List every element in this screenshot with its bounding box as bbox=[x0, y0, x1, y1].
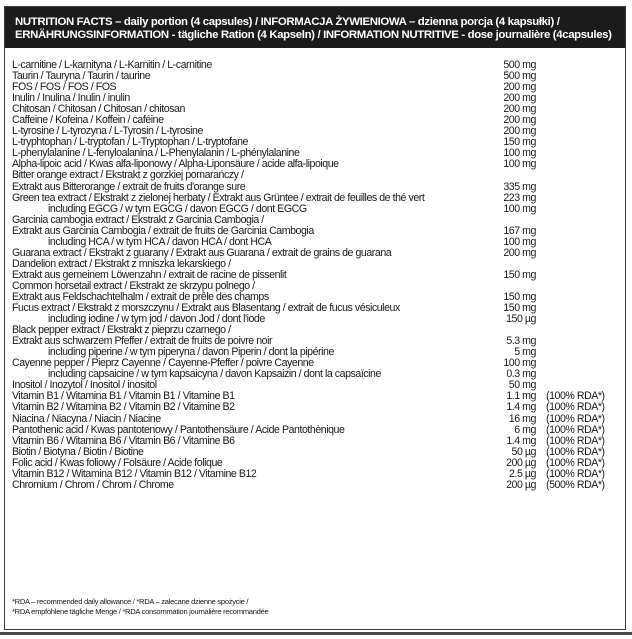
nutrient-rda: (100% RDA*) bbox=[546, 456, 605, 469]
nutrient-label: Niacina / Niacyna / Niacin / Niacine bbox=[12, 412, 161, 425]
nutrient-label: Black pepper extract / Ekstrakt z pieprzu czarnego / bbox=[12, 324, 231, 337]
rda-footnote bbox=[12, 597, 268, 617]
nutrient-amount: 2.5 µg bbox=[509, 467, 536, 480]
nutrient-amount: 150 µg bbox=[506, 313, 536, 326]
nutrient-amount: 167 mg bbox=[503, 224, 536, 237]
nutrient-amount: 100 mg bbox=[503, 147, 536, 160]
nutrient-amount: 5 mg bbox=[514, 346, 536, 359]
nutrient-row bbox=[12, 182, 612, 193]
nutrient-label: Biotin / Biotyna / Biotin / Biotine bbox=[12, 445, 144, 458]
nutrient-row bbox=[12, 480, 612, 491]
nutrient-label: Green tea extract / Ekstrakt z zielonej herbaty / Extrakt aus Grüntee / extrait de feuilles de thé vert bbox=[12, 191, 425, 204]
nutrient-rda: (100% RDA*) bbox=[546, 467, 605, 480]
nutrient-amount: 5.3 mg bbox=[506, 335, 536, 348]
nutrient-row bbox=[12, 204, 612, 215]
nutrient-rda: (100% RDA*) bbox=[546, 434, 605, 447]
nutrient-label: Extrakt aus schwarzem Pfeffer / extrait de fruits de poivre noir bbox=[12, 335, 273, 348]
nutrient-amount: 200 µg bbox=[506, 456, 536, 469]
nutrient-label: including iodine / w tym jod / davon Jod / dont l'iode bbox=[48, 313, 265, 326]
nutrient-amount: 100 mg bbox=[503, 158, 536, 171]
nutrient-amount: 200 µg bbox=[506, 478, 536, 491]
nutrient-label: Extrakt aus Feldschachtelhalm / extrait de prêle des champs bbox=[12, 290, 269, 303]
nutrient-amount: 150 mg bbox=[503, 136, 536, 149]
nutrient-label: L-carnitine / L-karnityna / L-Karnitin / L-carnitine bbox=[12, 59, 212, 71]
footnote-line-2: *RDA empfohlene tägliche Menge / *RDA consommation journalière recommandée bbox=[12, 607, 269, 616]
nutrient-amount: 500 mg bbox=[503, 70, 536, 83]
nutrient-amount: 1.1 mg bbox=[506, 390, 536, 403]
nutrient-label: Cayenne pepper / Pieprz Cayenne / Cayenne-Pfeffer / poivre Cayenne bbox=[12, 357, 314, 370]
nutrient-label: Vitamin B12 / Witamina B12 / Vitamin B12 / Vitamine B12 bbox=[12, 467, 257, 480]
nutrient-amount: 200 mg bbox=[503, 125, 536, 138]
nutrient-rda: (100% RDA*) bbox=[546, 412, 605, 425]
nutrient-amount: 150 mg bbox=[503, 268, 536, 281]
nutrient-amount: 223 mg bbox=[503, 191, 536, 204]
nutrient-label: L-tyrosine / L-tyrozyna / L-Tyrosin / L-tyrosine bbox=[12, 125, 203, 138]
nutrient-row bbox=[12, 402, 612, 413]
nutrient-amount: 150 mg bbox=[503, 302, 536, 315]
header-line-2: ERNÄHRUNGSINFORMATION - tägliche Ration (4 Kapseln) / INFORMATION NUTRITIVE - dose journalière (4capsules) bbox=[15, 29, 612, 41]
footnote-line-1: *RDA – recommended daily allowance / *RDA – zalecane dzienne spożycie / bbox=[12, 597, 249, 606]
nutrient-rda: (100% RDA*) bbox=[546, 445, 605, 458]
nutrient-amount: 500 mg bbox=[503, 59, 536, 71]
nutrient-label: Bitter orange extract / Ekstrakt z gorzkiej pomarańczy / bbox=[12, 169, 244, 182]
nutrient-label: including HCA / w tym HCA / davon HCA / dont HCA bbox=[48, 235, 272, 248]
nutrient-rda: (100% RDA*) bbox=[546, 390, 605, 403]
nutrient-label: Fucus extract / Ekstrakt z morszczynu / Extrakt aus Blasentang / extrait de fucus vésiculeux bbox=[12, 302, 400, 315]
nutrient-label: including capsaicine / w tym kapsaicyna / davon Kapsaizin / dont la capsaïcine bbox=[48, 368, 381, 381]
nutrient-label: Taurin / Tauryna / Taurin / taurine bbox=[12, 70, 151, 83]
nutrient-rda: (500% RDA*) bbox=[546, 478, 605, 491]
nutrient-amount: 100 mg bbox=[503, 357, 536, 370]
nutrient-table bbox=[12, 60, 612, 491]
nutrient-amount: 1.4 mg bbox=[506, 434, 536, 447]
nutrient-amount: 0.3 mg bbox=[506, 368, 536, 381]
nutrient-label: L-tryphtophan / L-tryptofan / L-Tryptophan / L-tryptofane bbox=[12, 136, 249, 149]
nutrient-label: Vitamin B2 / Witamina B2 / Vitamin B2 / Vitamine B2 bbox=[12, 401, 235, 414]
header-line-1: NUTRITION FACTS – daily portion (4 capsules) / INFORMACJA ŻYWIENIOWA – dzienna porcja (4 kapsułki) / bbox=[15, 16, 560, 28]
nutrient-amount: 6 mg bbox=[514, 423, 536, 436]
nutrient-label: Guarana extract / Ekstrakt z guarany / Extrakt aus Guarana / extrait de grains de guarana bbox=[12, 246, 392, 259]
nutrient-label: Caffeine / Kofeina / Koffein / caféine bbox=[12, 114, 164, 127]
nutrient-rda: (100% RDA*) bbox=[546, 423, 605, 436]
nutrient-row bbox=[12, 436, 612, 447]
nutrient-label: including piperine / w tym piperyna / davon Piperin / dont la pipérine bbox=[48, 346, 334, 359]
nutrient-label: Common horsetail extract / Ekstrakt ze skrzypu polnego / bbox=[12, 279, 255, 292]
nutrition-header bbox=[5, 7, 625, 48]
nutrient-label: Vitamin B6 / Witamina B6 / Vitamin B6 / Vitamine B6 bbox=[12, 434, 235, 447]
nutrient-label: Inulin / Inulina / Inulin / inulin bbox=[12, 92, 130, 105]
nutrient-label: Vitamin B1 / Witamina B1 / Vitamin B1 / Vitamine B1 bbox=[12, 390, 235, 403]
nutrient-amount: 200 mg bbox=[503, 246, 536, 259]
nutrient-amount: 200 mg bbox=[503, 81, 536, 94]
nutrient-label: FOS / FOS / FOS / FOS bbox=[12, 81, 117, 94]
nutrient-amount: 100 mg bbox=[503, 202, 536, 215]
nutrient-amount: 335 mg bbox=[503, 180, 536, 193]
nutrient-label: Extrakt aus Bitterorange / extrait de fruits d'orange sure bbox=[12, 180, 246, 193]
nutrient-amount: 200 mg bbox=[503, 92, 536, 105]
nutrient-rda: (100% RDA*) bbox=[546, 401, 605, 414]
nutrient-label: Extrakt aus Garcinia Cambogia / extrait de fruits de Garcinia Cambogia bbox=[12, 224, 314, 237]
nutrient-label: Pantothenic acid / Kwas pantotenowy / Pantothensäure / Acide Pantothènique bbox=[12, 423, 345, 436]
nutrient-label: Extrakt aus gemeinem Löwenzahn / extrait de racine de pissenlit bbox=[12, 268, 287, 281]
nutrient-label: Inositol / Inozytol / Inositol / inositol bbox=[12, 379, 157, 392]
nutrient-label: Garcinia cambogia extract / Ekstrakt z Garcinia Cambogia / bbox=[12, 213, 264, 226]
nutrient-row bbox=[12, 193, 612, 204]
nutrient-row bbox=[12, 170, 612, 181]
bottom-divider bbox=[0, 632, 632, 635]
nutrient-row bbox=[12, 414, 612, 425]
nutrient-label: L-phenylalanine / L-fenyloalanina / L-Phenylalanin / L-phénylalanine bbox=[12, 147, 300, 160]
nutrient-amount: 200 mg bbox=[503, 114, 536, 127]
nutrient-amount: 50 mg bbox=[508, 379, 536, 392]
nutrient-amount: 16 mg bbox=[508, 412, 536, 425]
nutrient-amount: 1.4 mg bbox=[506, 401, 536, 414]
nutrient-label: including EGCG / w tym EGCG / davon EGCG / dont EGCG bbox=[48, 202, 307, 215]
nutrient-label: Folic acid / Kwas foliowy / Folsäure / Acide folique bbox=[12, 456, 223, 469]
nutrient-amount: 150 mg bbox=[503, 290, 536, 303]
nutrient-label: Chromium / Chrom / Chrom / Chrome bbox=[12, 478, 174, 491]
nutrient-amount: 100 mg bbox=[503, 235, 536, 248]
nutrient-amount: 200 mg bbox=[503, 103, 536, 116]
nutrient-amount: 50 µg bbox=[511, 445, 536, 458]
nutrient-label: Dandelion extract / Ekstrakt z mniszka lekarskiego / bbox=[12, 257, 231, 270]
nutrient-label: Alpha-lipoic acid / Kwas alfa-liponowy / Alpha-Liponsäure / acide alfa-lipoique bbox=[12, 158, 339, 171]
nutrient-label: Chitosan / Chitosan / Chitosan / chitosan bbox=[12, 103, 185, 116]
nutrient-row bbox=[12, 425, 612, 436]
